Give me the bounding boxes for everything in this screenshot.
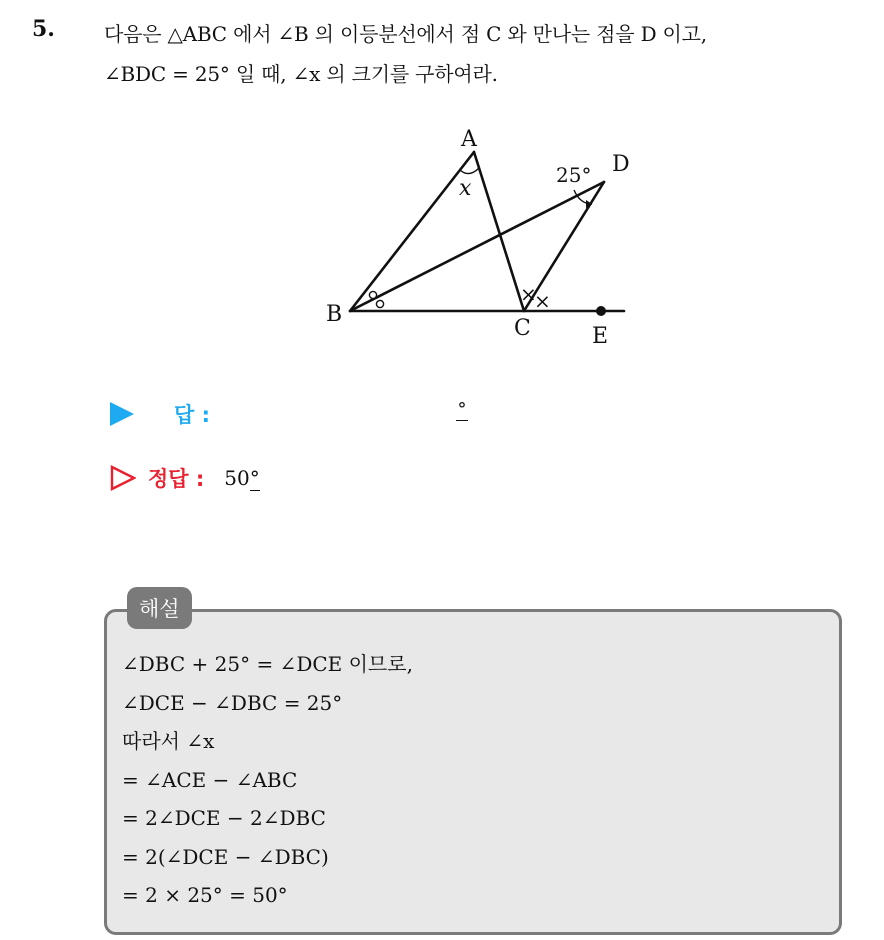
answer-label: 답 : <box>174 403 210 427</box>
solution-line-4: = ∠ACE − ∠ABC <box>122 767 298 792</box>
question-text-line-1: 다음은 △ABC 에서 ∠B 의 이등분선에서 점 C 와 만나는 점을 D 이고, <box>104 22 707 46</box>
angle-x-arc <box>460 168 479 174</box>
correct-answer-value <box>224 466 259 490</box>
segment-bd <box>350 182 604 311</box>
triangle-figure <box>318 118 638 354</box>
question-number: 5. <box>32 16 55 42</box>
angle-x-label: x <box>459 176 472 201</box>
cross-mark-left: × <box>520 282 537 306</box>
solution-line-6: = 2(∠DCE − ∠DBC) <box>122 844 329 869</box>
label-b: B <box>326 302 343 327</box>
solution-lines <box>122 645 413 915</box>
label-d: D <box>612 152 630 177</box>
question-text-line-2: ∠BDC = 25° 일 때, ∠x 의 크기를 구하여라. <box>104 62 498 86</box>
bisector-mark-lower <box>376 300 383 307</box>
segment-ab <box>350 152 474 311</box>
outline-triangle-icon <box>110 465 136 491</box>
segment-ac <box>474 152 524 311</box>
bisector-mark-upper <box>369 291 376 298</box>
filled-triangle-icon <box>110 402 134 426</box>
correct-answer-label: 정답 : <box>148 467 205 491</box>
angle-25-label: 25° <box>556 163 592 187</box>
solution-line-3: 따라서 ∠x <box>122 729 215 753</box>
cross-mark-right: × <box>534 289 551 313</box>
solution-tag: 해설 <box>127 587 192 629</box>
correct-answer-unit: ° <box>249 466 260 490</box>
answer-row <box>110 398 210 430</box>
solution-line-2: ∠DCE − ∠DBC = 25° <box>122 690 343 715</box>
answer-blank[interactable]: ° <box>457 399 467 420</box>
point-e <box>596 306 606 316</box>
label-e: E <box>592 324 609 349</box>
label-c: C <box>514 316 531 341</box>
correct-answer-number: 50 <box>224 466 250 490</box>
solution-line-7: = 2 × 25° = 50° <box>122 883 288 907</box>
label-a: A <box>461 127 477 152</box>
solution-line-5: = 2∠DCE − 2∠DBC <box>122 806 326 830</box>
solution-line-1: ∠DBC + 25° = ∠DCE 이므로, <box>122 652 413 676</box>
correct-answer-row <box>110 462 260 494</box>
